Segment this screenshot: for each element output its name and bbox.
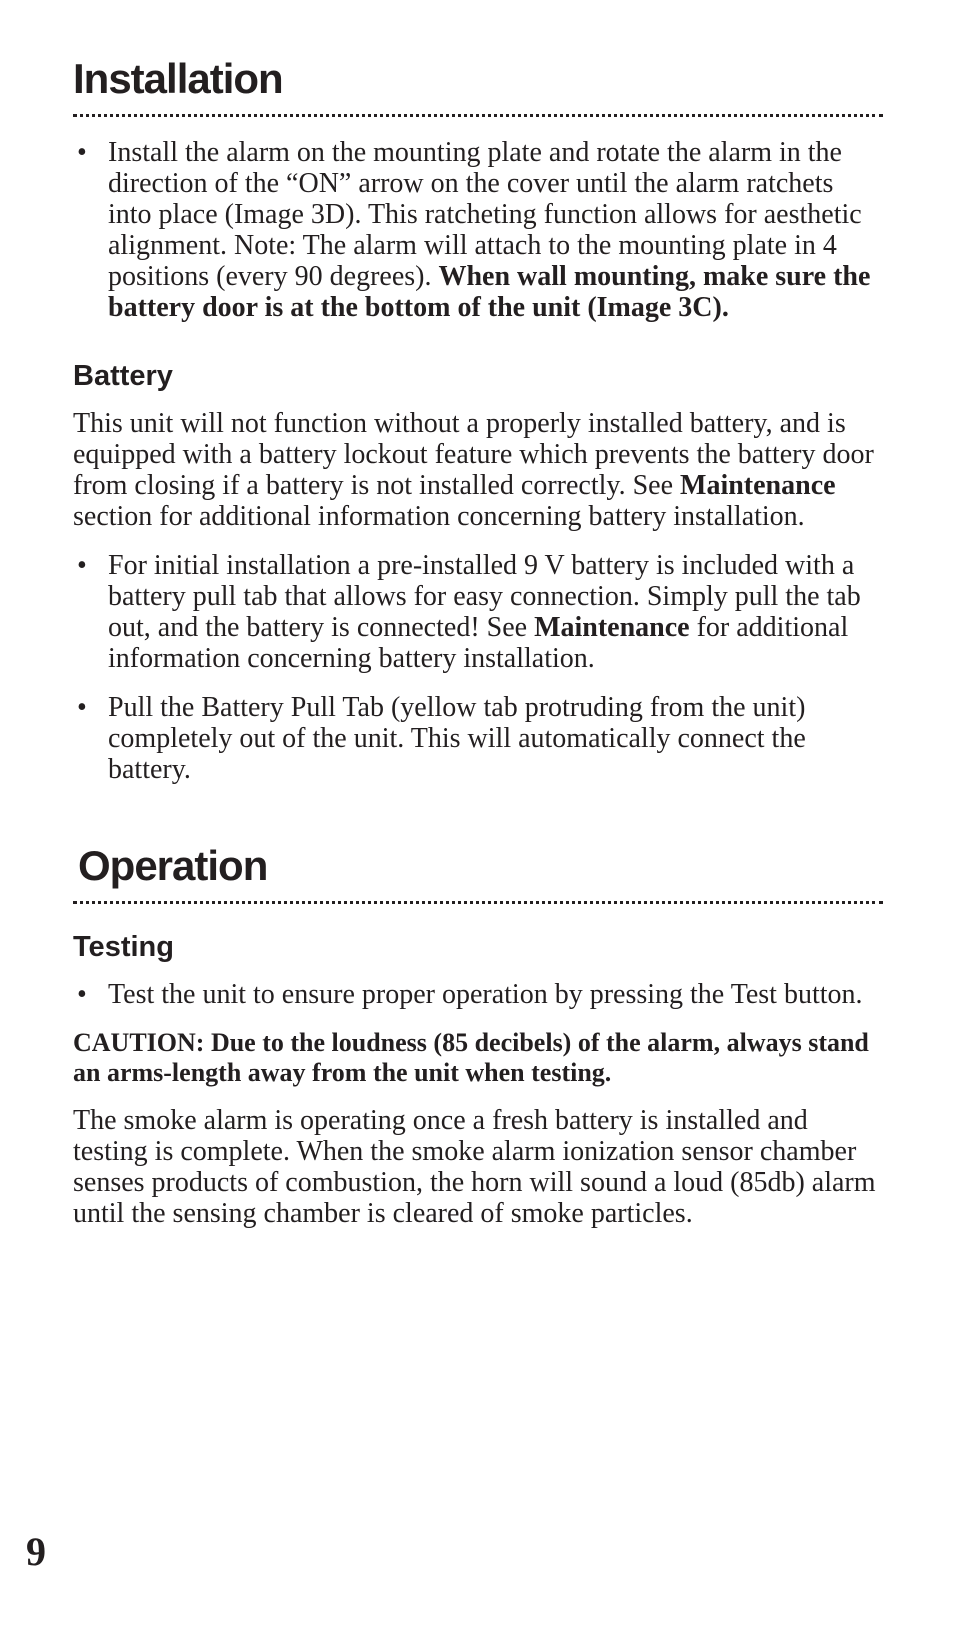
bullet-icon: •: [77, 549, 87, 581]
installation-divider: [73, 114, 883, 117]
battery-bullet-initial-text: For initial installation a pre-installed 9 V battery is included with a battery pull tab that allows for easy connection. Simply pull the tab out, and the battery is connected! See: [108, 549, 861, 643]
battery-bullet-pull-tab-text: Pull the Battery Pull Tab (yellow tab protruding from the unit) completely out of the unit. This will automatically connect the battery.: [108, 691, 806, 785]
installation-bullet-bold: When wall mounting, make sure the battery door is at the bottom of the unit (Image 3C).: [108, 261, 871, 324]
battery-paragraph-text-end: section for additional information concerning battery installation.: [73, 500, 805, 532]
battery-bullet-pull-tab: [73, 692, 883, 785]
bullet-icon: •: [77, 691, 87, 723]
operation-paragraph: The smoke alarm is operating once a fresh battery is installed and testing is complete. When the smoke alarm ionization sensor chamber senses products of combustion, the horn will sound a loud (85db) alarm until the sensing chamber is cleared of smoke particles.: [73, 1104, 876, 1229]
installation-heading: Installation: [73, 55, 283, 102]
battery-paragraph-text: This unit will not function without a properly installed battery, and is equipped with a battery lockout feature which prevents the battery door from closing if a battery is not installed correctly. See: [73, 407, 874, 501]
bullet-icon: •: [77, 137, 87, 169]
testing-bullet: [73, 979, 883, 1010]
page-number: 9: [26, 1529, 46, 1574]
battery-bullet-initial-text-end: for additional information concerning battery installation.: [108, 611, 849, 674]
battery-bullet-initial: [73, 550, 883, 674]
manual-page: [73, 56, 883, 1229]
battery-paragraph: [73, 408, 883, 532]
battery-heading: Battery: [73, 360, 173, 393]
bullet-icon: •: [77, 978, 87, 1010]
installation-bullet-text: Install the alarm on the mounting plate and rotate the alarm in the direction of the “ON” arrow on the cover until the alarm ratchets into place (Image 3D). This ratcheting function allows for aesthetic alignment. Note: The alarm will attach to the mounting plate in 4 positions (every 90 degrees).: [108, 137, 862, 293]
testing-bullet-text: Test the unit to ensure proper operation by pressing the Test button.: [108, 978, 863, 1010]
operation-divider: [73, 901, 883, 904]
caution-note: CAUTION: Due to the loudness (85 decibels) of the alarm, always stand an arms-length away from the unit when testing.: [73, 1027, 869, 1087]
installation-bullet: [73, 137, 883, 323]
maintenance-reference: Maintenance: [534, 611, 690, 643]
operation-heading: Operation: [78, 841, 268, 889]
maintenance-reference: Maintenance: [680, 469, 836, 501]
testing-heading: Testing: [73, 931, 174, 964]
